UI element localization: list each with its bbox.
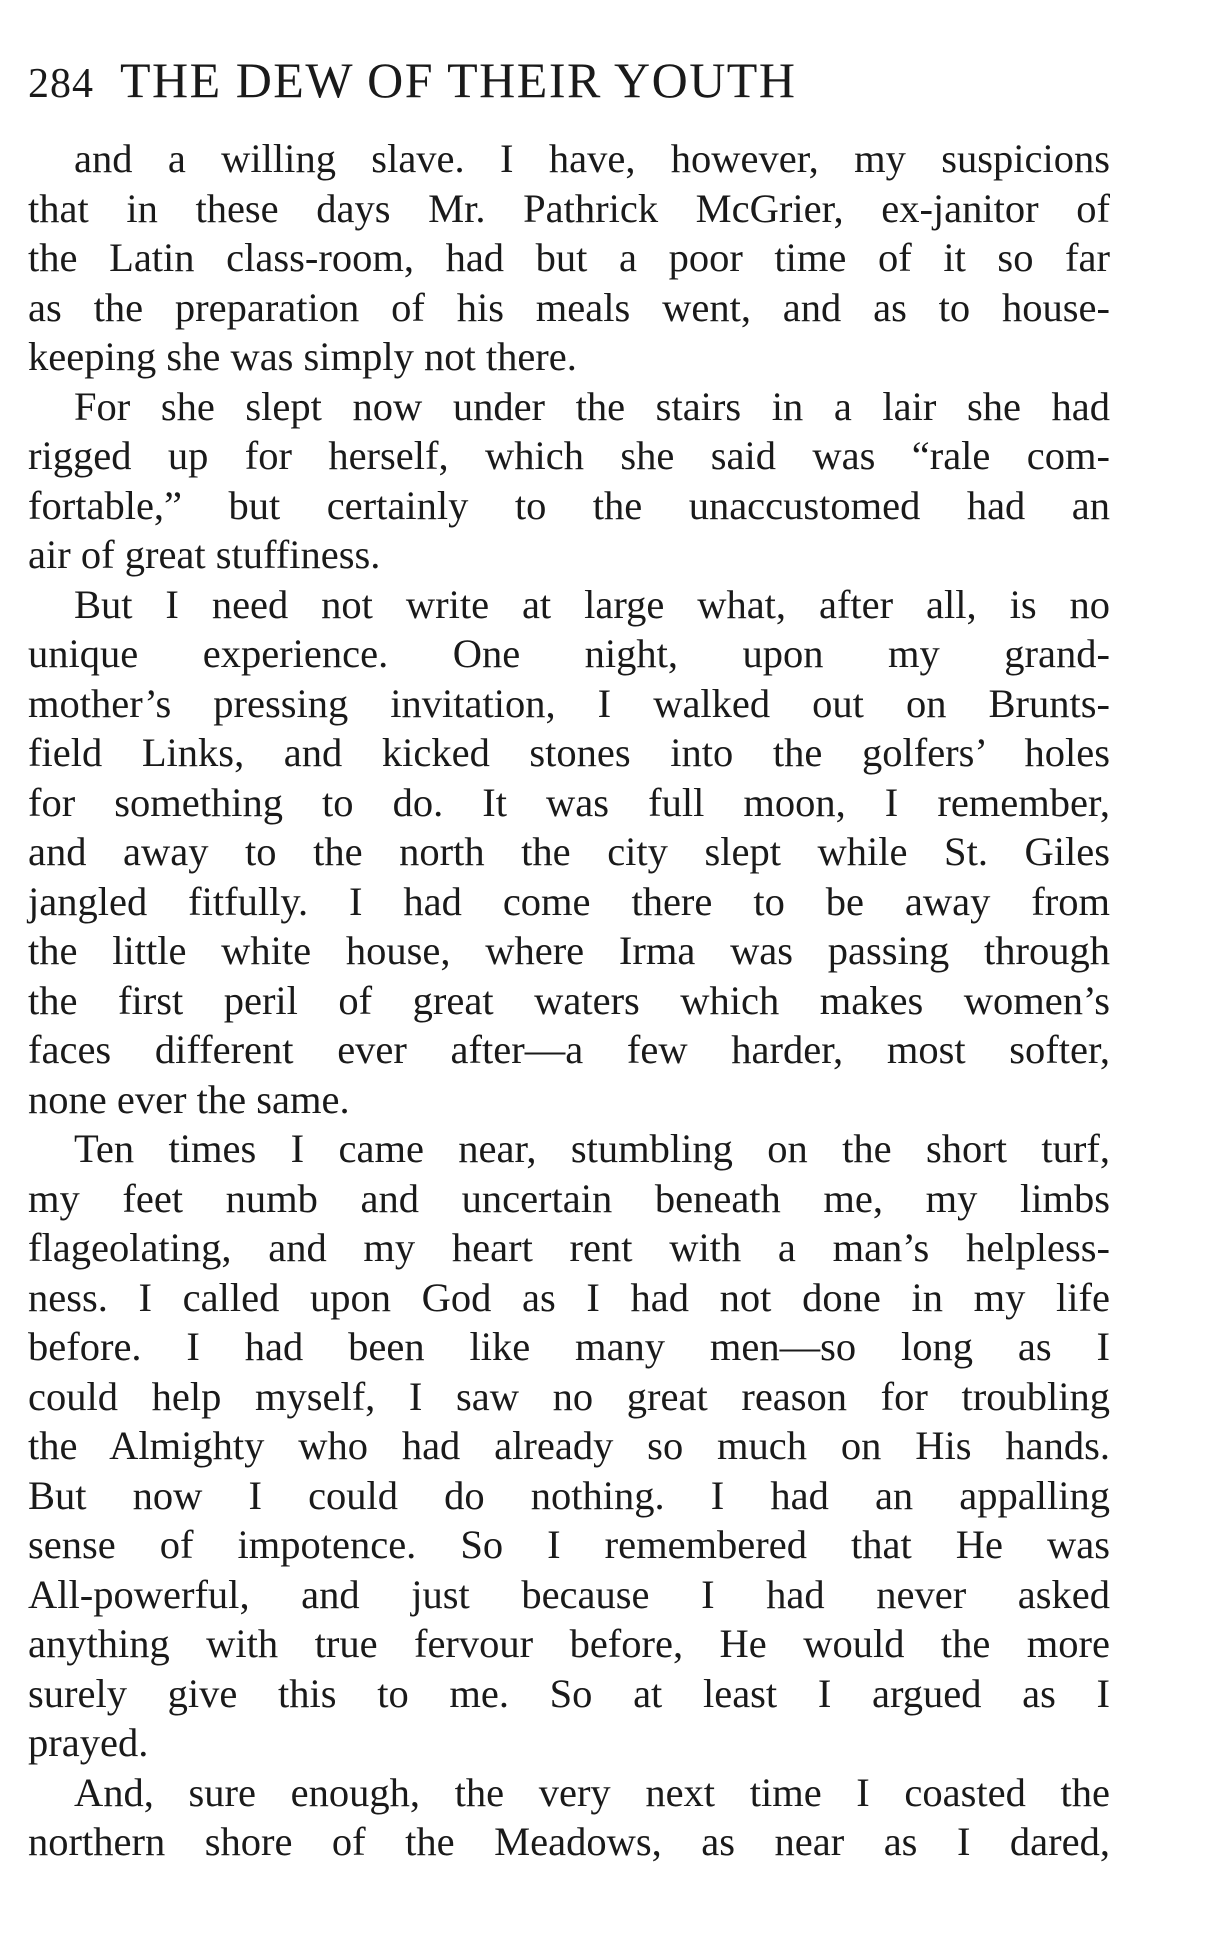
text-line: keeping she was simply not there. bbox=[28, 334, 577, 379]
text-line: before. I had been like many men—so long as I bbox=[28, 1324, 1110, 1369]
text-line: could help myself, I saw no great reason for troubling bbox=[28, 1373, 1110, 1419]
paragraph bbox=[28, 1124, 1110, 1768]
paragraph bbox=[28, 382, 1110, 580]
text-line: that in these days Mr. Pathrick McGrier, ex-janitor of bbox=[28, 185, 1110, 231]
text-line: my feet numb and uncertain beneath me, my limbs bbox=[28, 1175, 1110, 1221]
running-title: THE DEW OF THEIR YOUTH bbox=[120, 52, 797, 108]
text-line: But I need not write at large what, after all, is no bbox=[74, 581, 1110, 627]
text-line: and a willing slave. I have, however, my suspicions bbox=[74, 136, 1110, 181]
text-line: fortable,” but certainly to the unaccustomed had an bbox=[28, 482, 1110, 528]
text-line: as the preparation of his meals went, and as to house- bbox=[28, 284, 1110, 330]
text-line: All-powerful, and just because I had never asked bbox=[28, 1571, 1110, 1617]
page-header bbox=[28, 48, 1110, 112]
text-line: northern shore of the Meadows, as near as I dared, bbox=[28, 1819, 1110, 1864]
text-line: Ten times I came near, stumbling on the short turf, bbox=[74, 1126, 1110, 1171]
text-line: jangled fitfully. I had come there to be away from bbox=[28, 878, 1110, 924]
text-line: flageolating, and my heart rent with a man’s helpless- bbox=[28, 1225, 1110, 1270]
text-line: none ever the same. bbox=[28, 1076, 350, 1122]
text-line: anything with true fervour before, He would the more bbox=[28, 1621, 1110, 1666]
text-line: prayed. bbox=[28, 1720, 149, 1765]
text-line: and away to the north the city slept while St. Giles bbox=[28, 829, 1110, 874]
text-line: But now I could do nothing. I had an appalling bbox=[28, 1472, 1110, 1518]
paragraph bbox=[28, 580, 1110, 1125]
text-line: unique experience. One night, upon my grand- bbox=[28, 631, 1110, 676]
text-line: faces different ever after—a few harder, most softer, bbox=[28, 1027, 1110, 1072]
text-line: the Latin class-room, had but a poor time of it so far bbox=[28, 235, 1110, 280]
body-text bbox=[28, 134, 1110, 1867]
text-line: ness. I called upon God as I had not done in my life bbox=[28, 1274, 1110, 1320]
text-line: field Links, and kicked stones into the golfers’ holes bbox=[28, 730, 1110, 775]
text-line: rigged up for herself, which she said was “rale com- bbox=[28, 433, 1110, 478]
text-line: the Almighty who had already so much on His hands. bbox=[28, 1423, 1110, 1468]
text-line: for something to do. It was full moon, I remember, bbox=[28, 779, 1110, 825]
text-line: air of great stuffiness. bbox=[28, 532, 381, 577]
paragraph bbox=[28, 1768, 1110, 1867]
page-number: 284 bbox=[28, 61, 94, 107]
text-line: surely give this to me. So at least I argued as I bbox=[28, 1670, 1110, 1716]
text-line: And, sure enough, the very next time I coasted the bbox=[74, 1769, 1110, 1815]
text-line: the first peril of great waters which makes women’s bbox=[28, 977, 1110, 1023]
text-line: For she slept now under the stairs in a lair she had bbox=[74, 383, 1110, 429]
book-page bbox=[28, 48, 1110, 1867]
text-line: sense of impotence. So I remembered that He was bbox=[28, 1522, 1110, 1567]
paragraph bbox=[28, 134, 1110, 382]
text-line: mother’s pressing invitation, I walked out on Brunts- bbox=[28, 680, 1110, 726]
text-line: the little white house, where Irma was passing through bbox=[28, 928, 1110, 973]
